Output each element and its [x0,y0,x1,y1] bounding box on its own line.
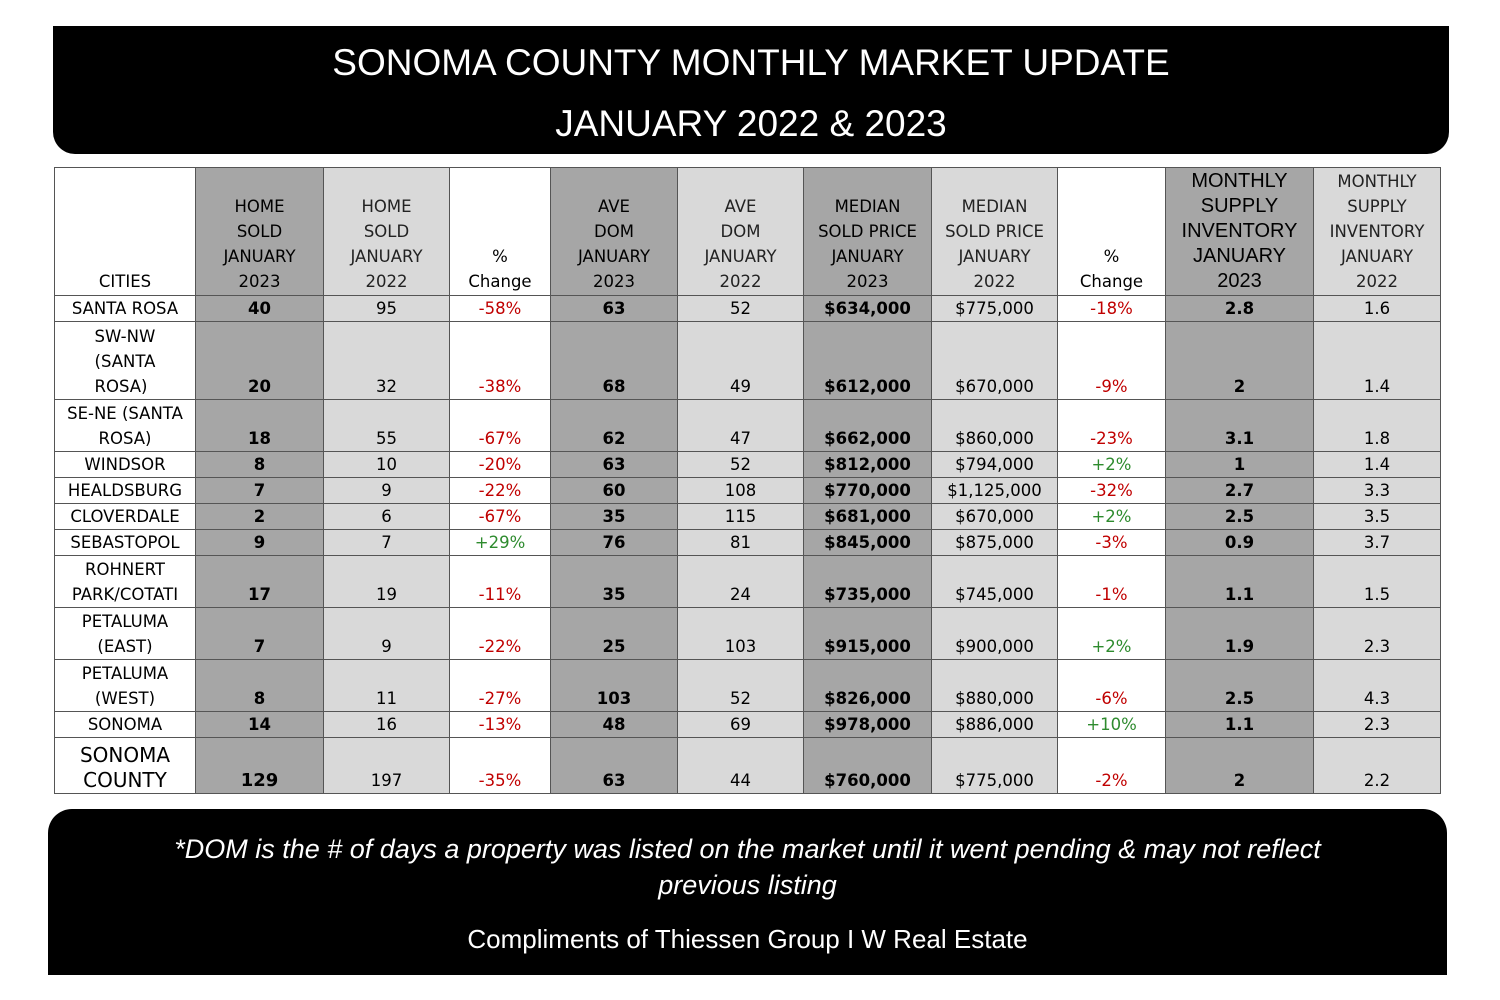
cell-supply-2022: 3.3 [1314,478,1441,504]
cell-dom-2023: 103 [551,660,678,712]
header-line: JANUARY [1193,245,1286,267]
cell-sold-change: -58% [450,296,551,322]
header-line: SUPPLY [1200,195,1279,217]
header-line: MONTHLY [1191,170,1288,192]
cell-sold-2022: 9 [324,478,450,504]
cell-sold-2022: 55 [324,400,450,452]
header-dom-2023 [551,168,678,296]
cell-dom-2022: 24 [678,556,804,608]
cell-sold-2023: 17 [196,556,324,608]
header-cities: CITIES [55,168,196,296]
table-row [55,712,1441,738]
cell-dom-2022: 47 [678,400,804,452]
cell-price-change: +2% [1058,608,1166,660]
header-line: Change [1079,272,1144,291]
header-line: JANUARY [1340,247,1414,266]
table-row [55,478,1441,504]
cell-price-2023: $978,000 [804,712,932,738]
header-line: MONTHLY [1337,172,1417,191]
cell-supply-2023: 3.1 [1166,400,1314,452]
header-sold-change [450,168,551,296]
header-line: INVENTORY [1329,222,1425,241]
cell-sold-2023: 2 [196,504,324,530]
table-body [55,296,1441,794]
city-name-line: SANTA ROSA [71,299,179,318]
cell-price-2022: $670,000 [932,322,1058,400]
header-line: 2022 [1356,272,1398,291]
city-name-line: WINDSOR [84,455,166,474]
cell-sold-2023: 129 [196,738,324,794]
cell-supply-2023: 1.1 [1166,712,1314,738]
city-name-line: SONOMA [87,715,163,734]
cell-sold-2022: 7 [324,530,450,556]
header-line: JANUARY [350,247,423,266]
header-line: % [1103,247,1120,266]
cell-supply-2022: 3.5 [1314,504,1441,530]
header-line: DOM [720,222,761,241]
city-cell [55,556,196,608]
city-name [70,530,179,555]
city-cell [55,660,196,712]
table-row [55,530,1441,556]
city-name-line: SW-NW [94,327,156,346]
city-name-line: ROSA) [94,377,148,396]
city-name [88,712,162,737]
cell-sold-2023: 14 [196,712,324,738]
cell-supply-2022: 2.3 [1314,608,1441,660]
header-line: 2022 [973,272,1016,291]
cell-dom-2022: 52 [678,296,804,322]
city-name [95,324,156,399]
header-price-2023 [804,168,932,296]
city-name-line: PETALUMA [81,612,169,631]
cell-dom-2022: 108 [678,478,804,504]
city-cell [55,712,196,738]
cell-dom-2023: 63 [551,296,678,322]
header-banner [53,26,1449,154]
table-row [55,400,1441,452]
cell-sold-2022: 9 [324,608,450,660]
city-name-line: HEALDSBURG [67,481,183,500]
city-name-line: PARK/COTATI [71,585,179,604]
cell-supply-2022: 2.2 [1314,738,1441,794]
cell-price-2023: $915,000 [804,608,932,660]
city-cell [55,296,196,322]
table-row [55,556,1441,608]
header-sold-2023 [196,168,324,296]
city-name [84,452,165,477]
cell-price-2022: $1,125,000 [932,478,1058,504]
cell-price-2022: $745,000 [932,556,1058,608]
cell-supply-2023: 1.1 [1166,556,1314,608]
cell-sold-2023: 18 [196,400,324,452]
cell-sold-change: -67% [450,400,551,452]
cell-supply-2023: 2.7 [1166,478,1314,504]
cell-sold-2022: 19 [324,556,450,608]
cell-dom-2023: 48 [551,712,678,738]
cell-price-change: -32% [1058,478,1166,504]
cell-sold-2023: 8 [196,660,324,712]
table-row [55,504,1441,530]
cell-supply-2023: 2.5 [1166,504,1314,530]
city-cell [55,400,196,452]
cell-price-change: -2% [1058,738,1166,794]
cell-dom-2023: 25 [551,608,678,660]
table-row [55,660,1441,712]
cell-supply-2023: 2.8 [1166,296,1314,322]
cell-supply-2022: 1.4 [1314,322,1441,400]
city-name [80,743,170,793]
cell-price-2023: $662,000 [804,400,932,452]
cell-dom-2022: 52 [678,660,804,712]
cell-price-2023: $681,000 [804,504,932,530]
cell-supply-2022: 1.6 [1314,296,1441,322]
header-line: SUPPLY [1347,197,1407,216]
header-line: % [492,247,508,266]
footer-banner [48,809,1447,975]
cell-sold-2022: 197 [324,738,450,794]
city-name [68,478,182,503]
cell-supply-2023: 0.9 [1166,530,1314,556]
credit-text: Compliments of Thiessen Group I W Real Estate [467,924,1028,954]
cell-price-2022: $880,000 [932,660,1058,712]
cell-dom-2023: 68 [551,322,678,400]
cell-price-2023: $812,000 [804,452,932,478]
city-name-line: (EAST) [97,637,153,656]
cell-supply-2022: 4.3 [1314,660,1441,712]
cell-sold-2022: 6 [324,504,450,530]
cell-dom-2023: 76 [551,530,678,556]
cell-price-2022: $670,000 [932,504,1058,530]
header-line: Change [468,272,532,291]
cell-dom-2022: 69 [678,712,804,738]
cell-price-2023: $826,000 [804,660,932,712]
cell-supply-2022: 2.3 [1314,712,1441,738]
city-name-line: ROSA) [98,429,152,448]
cell-sold-change: -38% [450,322,551,400]
header-line: AVE [724,197,757,216]
cell-price-change: -23% [1058,400,1166,452]
cell-sold-2023: 9 [196,530,324,556]
cell-sold-2023: 7 [196,608,324,660]
cell-supply-2023: 1.9 [1166,608,1314,660]
cell-price-2022: $860,000 [932,400,1058,452]
cell-price-2023: $612,000 [804,322,932,400]
header-line: HOME [361,197,412,216]
cell-dom-2023: 60 [551,478,678,504]
cell-dom-2022: 115 [678,504,804,530]
cell-price-2023: $770,000 [804,478,932,504]
header-line: 2022 [365,272,408,291]
city-cell [55,608,196,660]
cell-price-change: +2% [1058,452,1166,478]
header-dom-2022 [678,168,804,296]
header-line: JANUARY [577,247,651,266]
cell-price-2023: $845,000 [804,530,932,556]
cell-supply-2022: 3.7 [1314,530,1441,556]
cell-supply-2023: 1 [1166,452,1314,478]
dom-footnote-line1: *DOM is the # of days a property was listed on the market until it went pending & may not reflect [174,834,1321,864]
city-cell [55,322,196,400]
cell-sold-change: -22% [450,608,551,660]
cell-sold-2022: 95 [324,296,450,322]
city-name-line: ROHNERT [85,560,165,579]
city-name-line: SEBASTOPOL [70,533,180,552]
city-cell [55,504,196,530]
cell-sold-2023: 8 [196,452,324,478]
cell-sold-change: -35% [450,738,551,794]
header-line: JANUARY [958,247,1031,266]
cell-sold-2022: 32 [324,322,450,400]
cell-sold-2023: 7 [196,478,324,504]
city-cell [55,478,196,504]
cell-price-2022: $775,000 [932,738,1058,794]
city-name [82,609,168,659]
city-name-line: CLOVERDALE [70,507,180,526]
cell-supply-2022: 1.4 [1314,452,1441,478]
city-name [72,557,178,607]
cell-price-change: -18% [1058,296,1166,322]
city-name-line: SE-NE (SANTA [67,404,183,423]
cell-dom-2022: 81 [678,530,804,556]
cell-price-2023: $634,000 [804,296,932,322]
header-supply-2022 [1314,168,1441,296]
cell-sold-change: -11% [450,556,551,608]
header-line: 2023 [238,272,281,291]
header-line: 2023 [1217,270,1262,292]
city-name-line: (SANTA [94,352,156,371]
cell-dom-2023: 35 [551,556,678,608]
header-supply-2023 [1166,168,1314,296]
header-line: HOME [234,197,285,216]
cell-sold-change: -67% [450,504,551,530]
cell-sold-change: -13% [450,712,551,738]
cell-price-2022: $794,000 [932,452,1058,478]
table-row [55,608,1441,660]
header-line: SOLD [236,222,283,241]
header-line: DOM [594,222,634,241]
cell-sold-2022: 11 [324,660,450,712]
header-line: SOLD PRICE [945,222,1044,241]
cell-sold-change: -20% [450,452,551,478]
header-sold-2022 [324,168,450,296]
city-cell [55,530,196,556]
cell-dom-2022: 44 [678,738,804,794]
header-line: JANUARY [223,247,296,266]
cell-price-change: +2% [1058,504,1166,530]
header-line: 2023 [846,272,889,291]
cell-supply-2023: 2 [1166,322,1314,400]
cell-supply-2023: 2.5 [1166,660,1314,712]
dom-footnote-line2: previous listing [658,870,837,900]
page-title: SONOMA COUNTY MONTHLY MARKET UPDATE [332,42,1170,83]
cell-price-change: -9% [1058,322,1166,400]
cell-dom-2023: 35 [551,504,678,530]
city-name [70,504,179,529]
header-line: JANUARY [704,247,777,266]
cell-dom-2023: 63 [551,738,678,794]
cell-price-2023: $735,000 [804,556,932,608]
cell-dom-2022: 103 [678,608,804,660]
dom-footnote [108,831,1387,903]
city-cell [55,452,196,478]
cell-sold-change: +29% [450,530,551,556]
table-row [55,322,1441,400]
table-row [55,296,1441,322]
cell-dom-2023: 62 [551,400,678,452]
cell-price-change: +10% [1058,712,1166,738]
page-subtitle: JANUARY 2022 & 2023 [555,103,947,144]
cell-price-2022: $900,000 [932,608,1058,660]
header-line: SOLD PRICE [818,222,917,241]
header-line: 2023 [593,272,635,291]
cell-dom-2023: 63 [551,452,678,478]
cell-price-2023: $760,000 [804,738,932,794]
cell-price-2022: $775,000 [932,296,1058,322]
cell-price-change: -3% [1058,530,1166,556]
header-line: JANUARY [831,247,904,266]
header-line: MEDIAN [834,197,901,216]
city-name [82,661,168,711]
header-price-change [1058,168,1166,296]
city-cell [55,738,196,794]
cell-sold-2022: 16 [324,712,450,738]
cell-price-change: -6% [1058,660,1166,712]
cell-price-2022: $886,000 [932,712,1058,738]
header-row [55,168,1441,296]
header-line: MEDIAN [961,197,1028,216]
cell-sold-2022: 10 [324,452,450,478]
city-name [72,296,178,321]
city-name-line: PETALUMA [81,664,169,683]
cell-sold-2023: 20 [196,322,324,400]
cell-dom-2022: 52 [678,452,804,478]
market-table [54,167,1441,794]
header-line: AVE [598,197,630,216]
city-name-line: SONOMA [79,743,171,767]
cell-dom-2022: 49 [678,322,804,400]
cell-sold-2023: 40 [196,296,324,322]
header-price-2022 [932,168,1058,296]
cell-price-2022: $875,000 [932,530,1058,556]
table-row [55,452,1441,478]
city-name-line: COUNTY [83,768,167,792]
header-line: INVENTORY [1181,220,1298,242]
table-row [55,738,1441,794]
cell-supply-2022: 1.8 [1314,400,1441,452]
cell-supply-2023: 2 [1166,738,1314,794]
cell-sold-change: -27% [450,660,551,712]
header-line: 2022 [719,272,762,291]
city-name-line: (WEST) [94,689,156,708]
header-line: SOLD [363,222,410,241]
city-name [67,401,183,451]
cell-supply-2022: 1.5 [1314,556,1441,608]
cell-price-change: -1% [1058,556,1166,608]
cell-sold-change: -22% [450,478,551,504]
